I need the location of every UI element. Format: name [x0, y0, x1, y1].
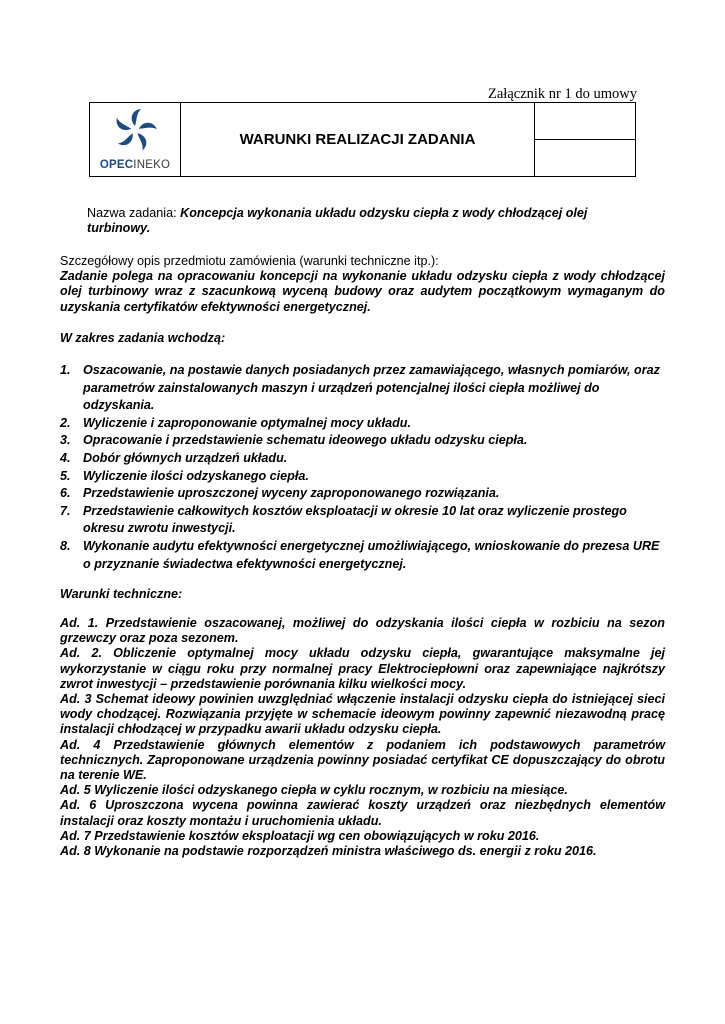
condition-item: Ad. 6 Uproszczona wycena powinna zawierać koszty urządzeń oraz niezbędnych elementów instalacji oraz koszty montażu i uruchomienia układu. [60, 798, 665, 828]
annex-label: Załącznik nr 1 do umowy [488, 86, 637, 102]
list-item [60, 503, 665, 538]
logo-text-ineko: INEKO [133, 159, 171, 171]
list-item-text: Wyliczenie i zaproponowanie optymalnej mocy układu. [83, 415, 411, 430]
condition-item: Ad. 3 Schemat ideowy powinien uwzględniać włączenie instalacji odzysku ciepła do istniejącej sieci wody chodzącej. Rozwiązania przyjęte w schemacie ideowym powinny zapewnić niezawodną pracę instalacji chłodzącej w przypadku awarii układu odzysku ciepła. [60, 692, 665, 737]
condition-item: Ad. 1. Przedstawienie oszacowanej, możliwej do odzyskania ilości ciepła w rozbiciu na sezon grzewczy oraz poza sezonem. [60, 616, 665, 646]
list-item-number: 2. [60, 415, 71, 430]
logo-text [90, 159, 180, 171]
list-item-number: 6. [60, 486, 71, 501]
task-name-block [87, 206, 647, 236]
list-item-text: Przedstawienie uproszczonej wyceny zaproponowanego rozwiązania. [83, 486, 500, 501]
header-cell-bottom [535, 140, 636, 177]
condition-item: Ad. 8 Wykonanie na podstawie rozporządzeń ministra właściwego ds. energii z roku 2016. [60, 844, 597, 859]
list-item [60, 450, 665, 468]
opec-ineko-logo-icon [110, 108, 160, 152]
list-item-text: Oszacowanie, na postawie danych posiadanych przez zamawiającego, własnych pomiarów, oraz parametrów zainstalowanych maszyn i urządzeń potencjalnej ilości ciepła możliwej do odzyskania. [83, 363, 660, 413]
description-text: Zadanie polega na opracowaniu koncepcji na wykonanie układu odzysku ciepła z wody chłodzącej olej turbinowy wraz z szacunkową wyceną budowy oraz audytem początkowym wymaganym do uzyskania certyfikatów efektywności energetycznej. [60, 269, 665, 314]
condition-item: Ad. 5 Wyliczenie ilości odzyskanego ciepła w cyklu rocznym, w rozbiciu na miesiące. [60, 783, 568, 798]
list-item-text: Dobór głównych urządzeń układu. [83, 450, 288, 465]
logo-text-opec: OPEC [99, 159, 134, 171]
list-item-number: 4. [60, 450, 71, 465]
list-item-text: Opracowanie i przedstawienie schematu ideowego układu odzysku ciepła. [83, 433, 528, 448]
list-item [60, 468, 665, 486]
logo-cell [90, 103, 181, 177]
task-label: Nazwa zadania: [87, 206, 177, 220]
list-item [60, 538, 665, 573]
conditions-list [60, 616, 665, 859]
list-item [60, 362, 665, 415]
list-item-number: 1. [60, 363, 71, 377]
list-item-text: Wykonanie audytu efektywności energetycznej umożliwiającego, wnioskowanie do prezesa URE o przyznanie świadectwa efektywności energetycznej. [83, 538, 660, 571]
scope-heading: W zakres zadania wchodzą: [60, 331, 226, 345]
list-item-text: Przedstawienie całkowitych kosztów eksploatacji w okresie 10 lat oraz wyliczenie prostego okresu zwrotu inwestycji. [83, 503, 627, 536]
scope-list [60, 362, 665, 573]
description-label: Szczegółowy opis przedmiotu zamówienia (warunki techniczne itp.): [60, 254, 439, 268]
list-item [60, 432, 665, 450]
task-name: Koncepcja wykonania układu odzysku ciepła z wody chłodzącej olej turbinowy. [87, 206, 588, 236]
list-item [60, 415, 665, 433]
conditions-heading: Warunki techniczne: [60, 587, 183, 601]
header-table [89, 102, 636, 177]
list-item-number: 3. [60, 433, 71, 448]
condition-item: Ad. 2. Obliczenie optymalnej mocy układu odzysku ciepła, gwarantujące maksymalne jej wykorzystanie w ciągu roku przy normalnej pracy Elektrociepłowni oraz zapewniające najkrótszy zwrot inwestycji – przedstawienie porównania kilku wielkości mocy. [60, 646, 665, 691]
header-cell-top [535, 103, 636, 140]
condition-item: Ad. 7 Przedstawienie kosztów eksploatacji wg cen obowiązujących w roku 2016. [60, 828, 540, 843]
list-item-number: 8. [60, 538, 71, 553]
list-item-number: 7. [60, 503, 71, 518]
document-title: WARUNKI REALIZACJI ZADANIA [181, 103, 535, 177]
list-item-number: 5. [60, 468, 71, 483]
description-block [60, 254, 665, 315]
condition-item: Ad. 4 Przedstawienie głównych elementów z podaniem ich podstawowych parametrów technicznych. Zaproponowane urządzenia powinny posiadać certyfikat CE dopuszczający do obrotu na terenie WE. [60, 737, 665, 783]
list-item [60, 485, 665, 503]
list-item-text: Wyliczenie ilości odzyskanego ciepła. [83, 468, 309, 483]
